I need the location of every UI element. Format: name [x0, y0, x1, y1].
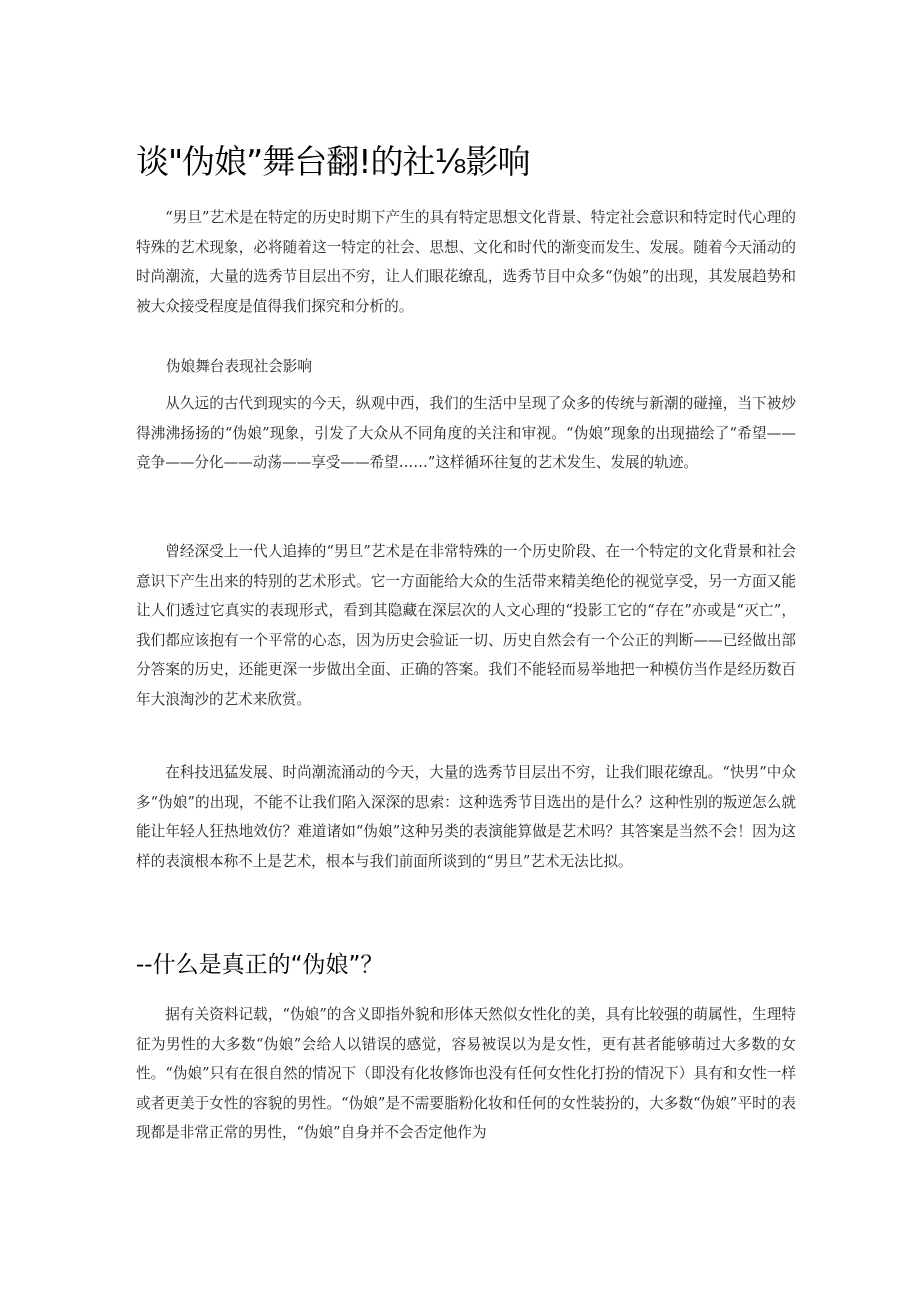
paragraph-history: 从久远的古代到现实的今天，纵观中西，我们的生活中呈现了众多的传统与新潮的碰撞，当下被炒得沸沸扬扬的“伪娘”现象，引发了大众从不同角度的关注和审视。“伪娘”现象的出现描绘了“希望——竞争——分化——动荡——享受——希望……”这样循环往复的艺术发生、发展的轨迹。	[136, 395, 796, 471]
paragraph-nandan-art: 曾经深受上一代人追捧的“男旦”艺术是在非常特殊的一个历史阶段、在一个特定的文化背景和社会意识下产生出来的特别的艺术形式。它一方面能给大众的生活带来精美绝伦的视觉享受，另一方面又能让人们透过它真实的表现形式，看到其隐藏在深层次的人文心理的“投影工它的“存在”亦或是“灭亡”，我们都应该抱有一个平常的心态，因为历史会验证一切、历史自然会有一个公正的判断——已经做出部分答案的历史，还能更深一步做出全面、正确的答案。我们不能轻而易举地把一种模仿当作是经历数百年大浪淘沙的艺术来欣赏。	[136, 543, 796, 708]
section-heading: --什么是真正的“伪娘”？	[136, 952, 384, 978]
subheading: 伪娘舞台表现社会影响	[166, 358, 312, 375]
paragraph-intro: “男旦”艺术是在特定的历史时期下产生的具有特定思想文化背景、特定社会意识和特定时代心理的特殊的艺术现象，必将随着这一特定的社会、思想、文化和时代的渐变而发生、发展。随着今天涌动的时尚潮流，大量的选秀节目层出不穷，让人们眼花缭乱，选秀节目中众多“伪娘”的出现，其发展趋势和被大众接受程度是值得我们探究和分析的。	[136, 209, 796, 315]
paragraph-talent-shows: 在科技迅猛发展、时尚潮流涌动的今天，大量的选秀节目层出不穷，让我们眼花缭乱。“快男”中众多“伪娘”的出现，不能不让我们陷入深深的思索：这种选秀节目选出的是什么？这种性别的叛逆怎么就能让年轻人狂热地效仿？难道诸如“伪娘”这种另类的表演能算做是艺术吗？其答案是当然不会！因为这样的表演根本称不上是艺术，根本与我们前面所谈到的“男旦”艺术无法比拟。	[136, 764, 796, 870]
paragraph-definition: 据有关资料记载，“伪娘”的含义即指外貌和形体天然似女性化的美，具有比较强的萌属性，生理特征为男性的大多数“伪娘”会给人以错误的感觉，容易被误以为是女性，更有甚者能够萌过大多数的女性。“伪娘”只有在很自然的情况下（即没有化妆修饰也没有任何女性化打扮的情况下）具有和女性一样或者更美于女性的容貌的男性。“伪娘”是不需要脂粉化妆和任何的女性装扮的，大多数“伪娘”平时的表现都是非常正常的男性，“伪娘”自身并不会否定他作为	[136, 1006, 796, 1141]
document-title: 谈"伪娘”舞台翻!的社⅛影响	[136, 142, 530, 181]
